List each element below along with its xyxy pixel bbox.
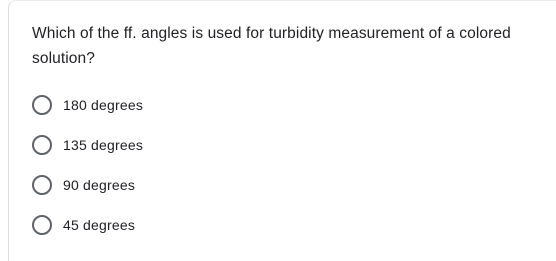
option-90-degrees[interactable] xyxy=(32,173,143,197)
option-label: 135 degrees xyxy=(63,137,144,153)
option-label: 180 degrees xyxy=(63,97,144,113)
radio-button[interactable] xyxy=(32,135,52,155)
radio-button[interactable] xyxy=(32,175,52,195)
question-text: Which of the ff. angles is used for turbidity measurement of a colored solution? xyxy=(32,25,511,67)
option-180-degrees[interactable] xyxy=(32,93,143,117)
option-label: 90 degrees xyxy=(63,177,136,193)
option-135-degrees[interactable] xyxy=(32,133,143,157)
option-label: 45 degrees xyxy=(63,217,136,233)
radio-button[interactable] xyxy=(32,95,52,115)
radio-group xyxy=(32,93,143,253)
option-45-degrees[interactable] xyxy=(32,213,143,237)
radio-button[interactable] xyxy=(32,215,52,235)
